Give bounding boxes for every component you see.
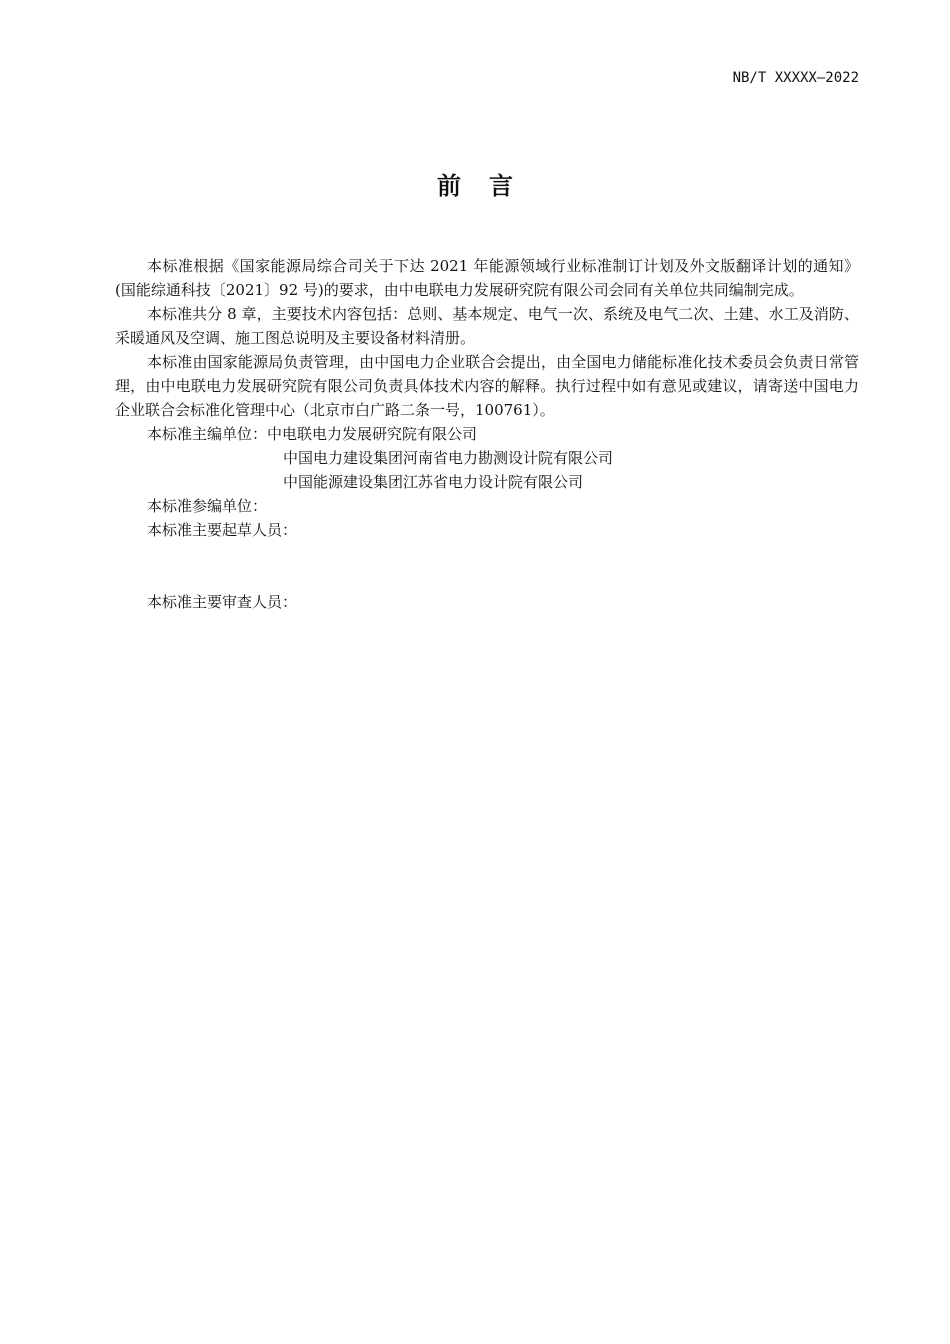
standard-code: NB/T XXXXX—2022 [732, 70, 859, 86]
paragraph-contents: 本标准共分 8 章，主要技术内容包括：总则、基本规定、电气一次、系统及电气二次、土建、水工及消防、采暖通风及空调、施工图总说明及主要设备材料清册。 [115, 305, 859, 347]
foreword-body [115, 254, 859, 614]
chief-unit-3: 中国能源建设集团江苏省电力设计院有限公司 [283, 473, 584, 491]
paragraph-management: 本标准由国家能源局负责管理，由中国电力企业联合会提出，由全国电力储能标准化技术委员会负责日常管理，由中电联电力发展研究院有限公司负责具体技术内容的解释。执行过程中如有意见或建议，请寄送中国电力企业联合会标准化管理中心（北京市白广路二条一号，100761）。 [115, 353, 859, 419]
page-title: 前言 [437, 172, 541, 200]
paragraph-plan-basis: 本标准根据《国家能源局综合司关于下达 2021 年能源领域行业标准制订计划及外文版翻译计划的通知》(国能综通科技〔2021〕92 号)的要求，由中电联电力发展研究院有限公司会同有关单位共同编制完成。 [115, 257, 859, 299]
chief-units-line [115, 422, 859, 446]
chief-units-label: 本标准主编单位： [147, 425, 268, 443]
drafters-label: 本标准主要起草人员： [147, 521, 298, 539]
reviewers-label: 本标准主要审查人员： [147, 593, 298, 611]
participating-units-label: 本标准参编单位： [147, 497, 268, 515]
chief-unit-1: 中电联电力发展研究院有限公司 [267, 425, 478, 443]
chief-unit-2: 中国电力建设集团河南省电力勘测设计院有限公司 [283, 449, 614, 467]
blank-space [115, 542, 859, 590]
